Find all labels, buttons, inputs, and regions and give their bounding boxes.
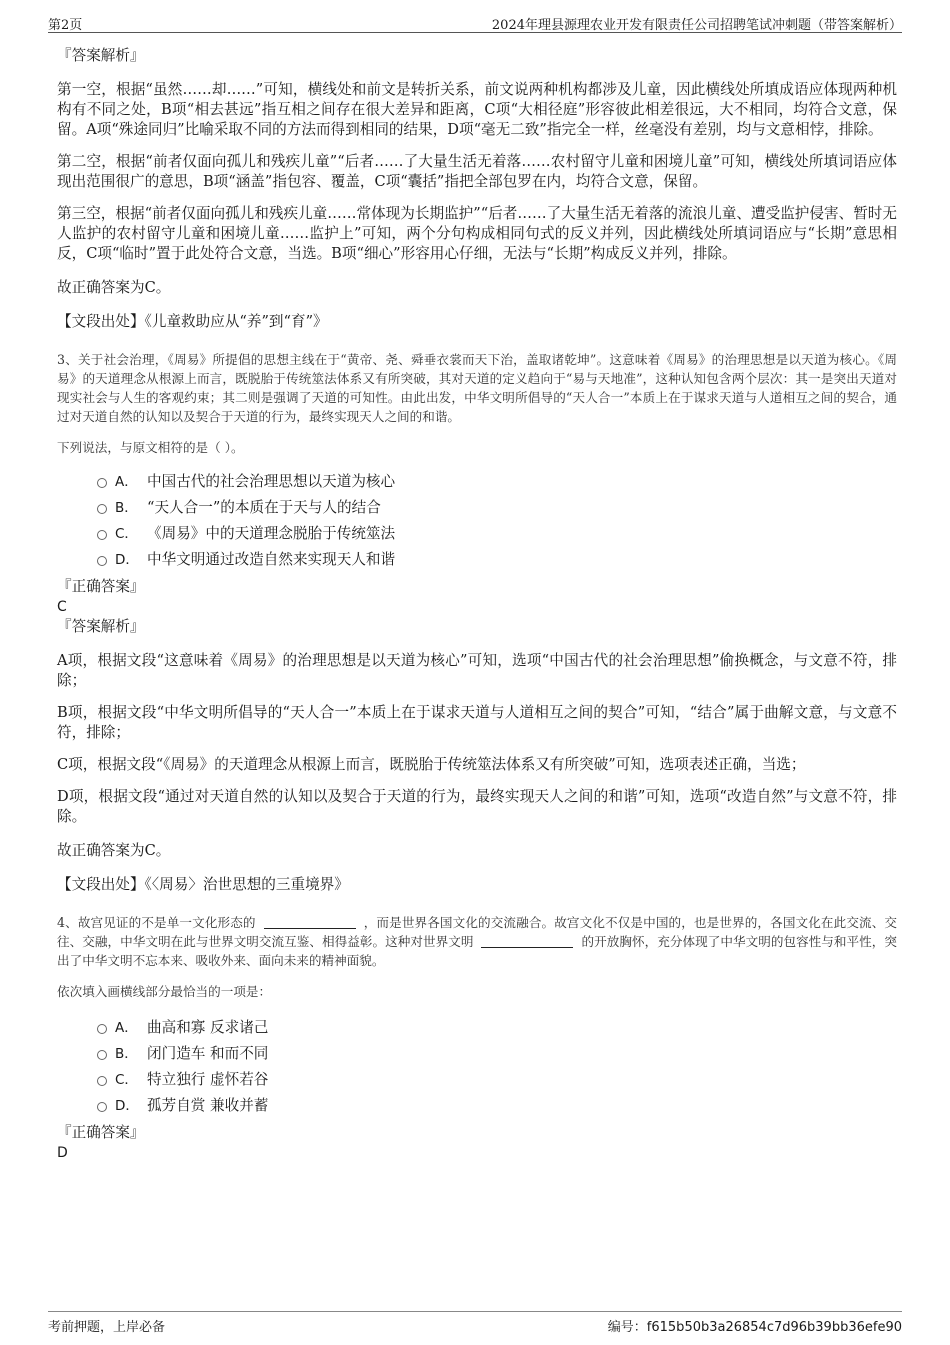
q4-correct-answer: D: [57, 1145, 68, 1161]
radio-icon[interactable]: [97, 556, 107, 566]
radio-icon[interactable]: [97, 1024, 107, 1034]
q2-analysis-para-3: 第三空，根据“前者仅面向孤儿和残疾儿童……常体现为长期监护”“后者……了大量生活无着落的流浪儿童、遭受监护侵害、暂时无人监护的农村留守儿童和困境儿童……监护上”可知，两个分句构成相同句式的反义并列，因此横线处所填词语应与“长期”意思相反，C项“临时”置于此处符合文意，当选。B项“细心”形容用心仔细，无法与“长期”构成反义并列，排除。: [57, 205, 897, 262]
q3-correct-answer: C: [57, 599, 67, 615]
page-footer: [48, 1311, 902, 1335]
footer-slogan: 考前押题，上岸必备: [48, 1320, 166, 1335]
q4-options: [97, 1015, 897, 1119]
q4-option-b[interactable]: B． 闭门造车 和而不同: [97, 1041, 897, 1067]
radio-icon[interactable]: [97, 1076, 107, 1086]
fill-blank-2: [481, 933, 573, 948]
page-header: [48, 12, 902, 33]
q3-correct-heading: 『正确答案』: [57, 578, 145, 595]
q3-passage: 3、关于社会治理，《周易》所提倡的思想主线在于“黄帝、尧、舜垂衣裳而天下治，盖取诸乾坤”。这意味着《周易》的治理思想是以天道为核心。《周易》的天道理念从根源上而言，既脱胎于传统筮法体系又有所突破，其对天道的定义趋向于“易与天地准”，这种认知包含两个层次：其一是突出天道对现实社会与人生的客观约束；其二则是强调了天道的可知性。由此出发，中华文明所倡导的“天人合一”本质上在于谋求天道与人道相互之间的契合，通过对天道自然的认知以及契合于天道的行为，最终实现天人之间的和谐。: [57, 352, 897, 424]
q3-prompt: 下列说法，与原文相符的是（ ）。: [57, 440, 244, 455]
q3-analysis-c: C项，根据文段“《周易》的天道理念从根源上而言，既脱胎于传统筮法体系又有所突破”可知，选项表述正确，当选；: [57, 756, 806, 773]
document-title: 2024年理县源理农业开发有限责任公司招聘笔试冲刺题（带答案解析）: [491, 18, 902, 33]
q4-prompt: 依次填入画横线部分最恰当的一项是：: [57, 984, 272, 999]
q3-analysis-b: B项，根据文段“中华文明所倡导的“天人合一”本质上在于谋求天道与人道相互之间的契合”可知，“结合”属于曲解文意，与文意不符，排除；: [57, 704, 897, 741]
radio-icon[interactable]: [97, 504, 107, 514]
q3-analysis-heading: 『答案解析』: [57, 618, 145, 635]
q3-options: [97, 469, 897, 573]
q4-option-d[interactable]: D． 孤芳自赏 兼收并蓄: [97, 1093, 897, 1119]
q3-source: 【文段出处】《〈周易〉治世思想的三重境界》: [57, 876, 349, 893]
radio-icon[interactable]: [97, 1102, 107, 1112]
q4-option-c[interactable]: C． 特立独行 虚怀若谷: [97, 1067, 897, 1093]
q3-option-c[interactable]: C． 《周易》中的天道理念脱胎于传统筮法: [97, 521, 897, 547]
page-content: [57, 40, 897, 1163]
q3-conclusion: 故正确答案为C。: [57, 842, 171, 859]
q4-passage: 4、故宫见证的不是单一文化形态的 ，而是世界各国文化的交流融合。故宫文化不仅是中国的，也是世界的，各国文化在此交流、交往、交融，中华文明在此与世界文明交流互鉴、相得益彰。这种对世界文明 的开放胸怀，充分体现了中华文明的包容性与和平性，突出了中华文明不忘本来、吸收外来、面向未来的精神面貌。: [57, 915, 898, 968]
q3-option-d[interactable]: D． 中华文明通过改造自然来实现天人和谐: [97, 547, 897, 573]
fill-blank-1: [264, 914, 356, 929]
q4-option-a[interactable]: A． 曲高和寡 反求诸己: [97, 1015, 897, 1041]
radio-icon[interactable]: [97, 478, 107, 488]
q2-source: 【文段出处】《儿童救助应从“养”到“育”》: [57, 313, 328, 330]
q2-analysis-para-1: 第一空，根据“虽然……却……”可知，横线处和前文是转折关系，前文说两种机构都涉及儿童，因此横线处所填成语应体现两种机构有不同之处，B项“相去甚远”指互相之间存在很大差异和距离，C项“大相径庭”形容彼此相差很远，大不相同，均符合文意，保留。A项“殊途同归”比喻采取不同的方法而得到相同的结果，D项“毫无二致”指完全一样，丝毫没有差别，均与文意相悖，排除。: [57, 81, 897, 138]
q2-conclusion: 故正确答案为C。: [57, 279, 171, 296]
q4-correct-heading: 『正确答案』: [57, 1124, 145, 1141]
page-number: 第2页: [48, 18, 83, 33]
footer-code: 编号：f615b50b3a26854c7d96b39bb36efe90: [607, 1320, 902, 1335]
q3-option-b[interactable]: B． “天人合一”的本质在于天与人的结合: [97, 495, 897, 521]
q3-option-a[interactable]: A． 中国古代的社会治理思想以天道为核心: [97, 469, 897, 495]
q3-analysis-d: D项，根据文段“通过对天道自然的认知以及契合于天道的行为，最终实现天人之间的和谐”可知，选项“改造自然”与文意不符，排除。: [57, 788, 897, 825]
radio-icon[interactable]: [97, 530, 107, 540]
q3-analysis-a: A项，根据文段“这意味着《周易》的治理思想是以天道为核心”可知，选项“中国古代的社会治理思想”偷换概念，与文意不符，排除；: [57, 652, 897, 689]
q2-analysis-heading: 『答案解析』: [57, 47, 145, 64]
q2-analysis-para-2: 第二空，根据“前者仅面向孤儿和残疾儿童”“后者……了大量生活无着落……农村留守儿童和困境儿童”可知，横线处所填词语应体现出范围很广的意思，B项“涵盖”指包容、覆盖，C项“囊括”指把全部包罗在内，均符合文意，保留。: [57, 153, 897, 190]
radio-icon[interactable]: [97, 1050, 107, 1060]
